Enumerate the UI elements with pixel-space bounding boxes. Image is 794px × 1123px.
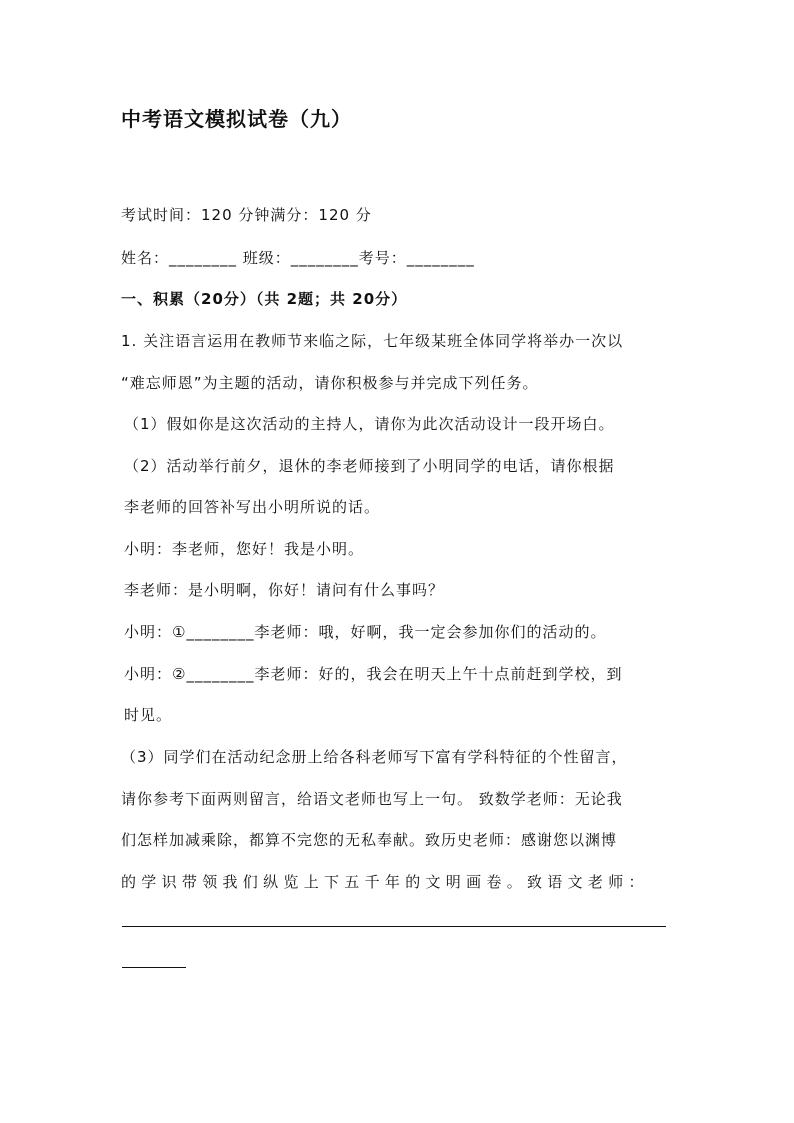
student-fields: 姓名：________ 班级：________考号：________ [121,249,475,267]
answer-blank-line-short [122,967,186,968]
dialog-line-5: 时见。 [124,706,173,724]
section-heading-accumulation: 一、积累（20分）（共 2题；共 20分） [121,290,408,308]
question-1-sub-3-line-4: 的学识带领我们纵览上下五千年的文明画卷。致语文老师： [121,873,649,891]
question-1-line-1: 1. 关注语言运用在教师节来临之际，七年级某班全体同学将举办一次以 [121,332,624,350]
dialog-line-2: 李老师：是小明啊，你好！请问有什么事吗？ [124,581,445,599]
question-1-sub-2-line-1: （2）活动举行前夕，退休的李老师接到了小明同学的电话，请你根据 [124,457,615,475]
question-1-line-2: “难忘师恩”为主题的活动，请你积极参与并完成下列任务。 [121,374,539,392]
exam-info: 考试时间：120 分钟满分：120 分 [121,206,372,224]
question-1-sub-2-line-2: 李老师的回答补写出小明所说的话。 [124,498,381,516]
dialog-line-4: 小明：②________李老师：好的，我会在明天上午十点前赶到学校，到 [124,665,623,683]
question-1-sub-3-line-2: 请你参考下面两则留言，给语文老师也写上一句。 致数学老师：无论我 [121,790,623,808]
dialog-line-3: 小明：①________李老师：哦，好啊，我一定会参加你们的活动的。 [124,623,607,641]
dialog-line-1: 小明：李老师，您好！我是小明。 [124,540,365,558]
question-1-sub-3-line-3: 们怎样加减乘除，都算不完您的无私奉献。致历史老师：感谢您以渊博 [121,831,618,849]
answer-blank-line [122,926,666,927]
question-1-sub-3-line-1: （3）同学们在活动纪念册上给各科老师写下富有学科特征的个性留言， [121,748,628,766]
question-1-sub-1: （1）假如你是这次活动的主持人，请你为此次活动设计一段开场白。 [124,415,615,433]
exam-title: 中考语文模拟试卷（九） [121,107,352,131]
